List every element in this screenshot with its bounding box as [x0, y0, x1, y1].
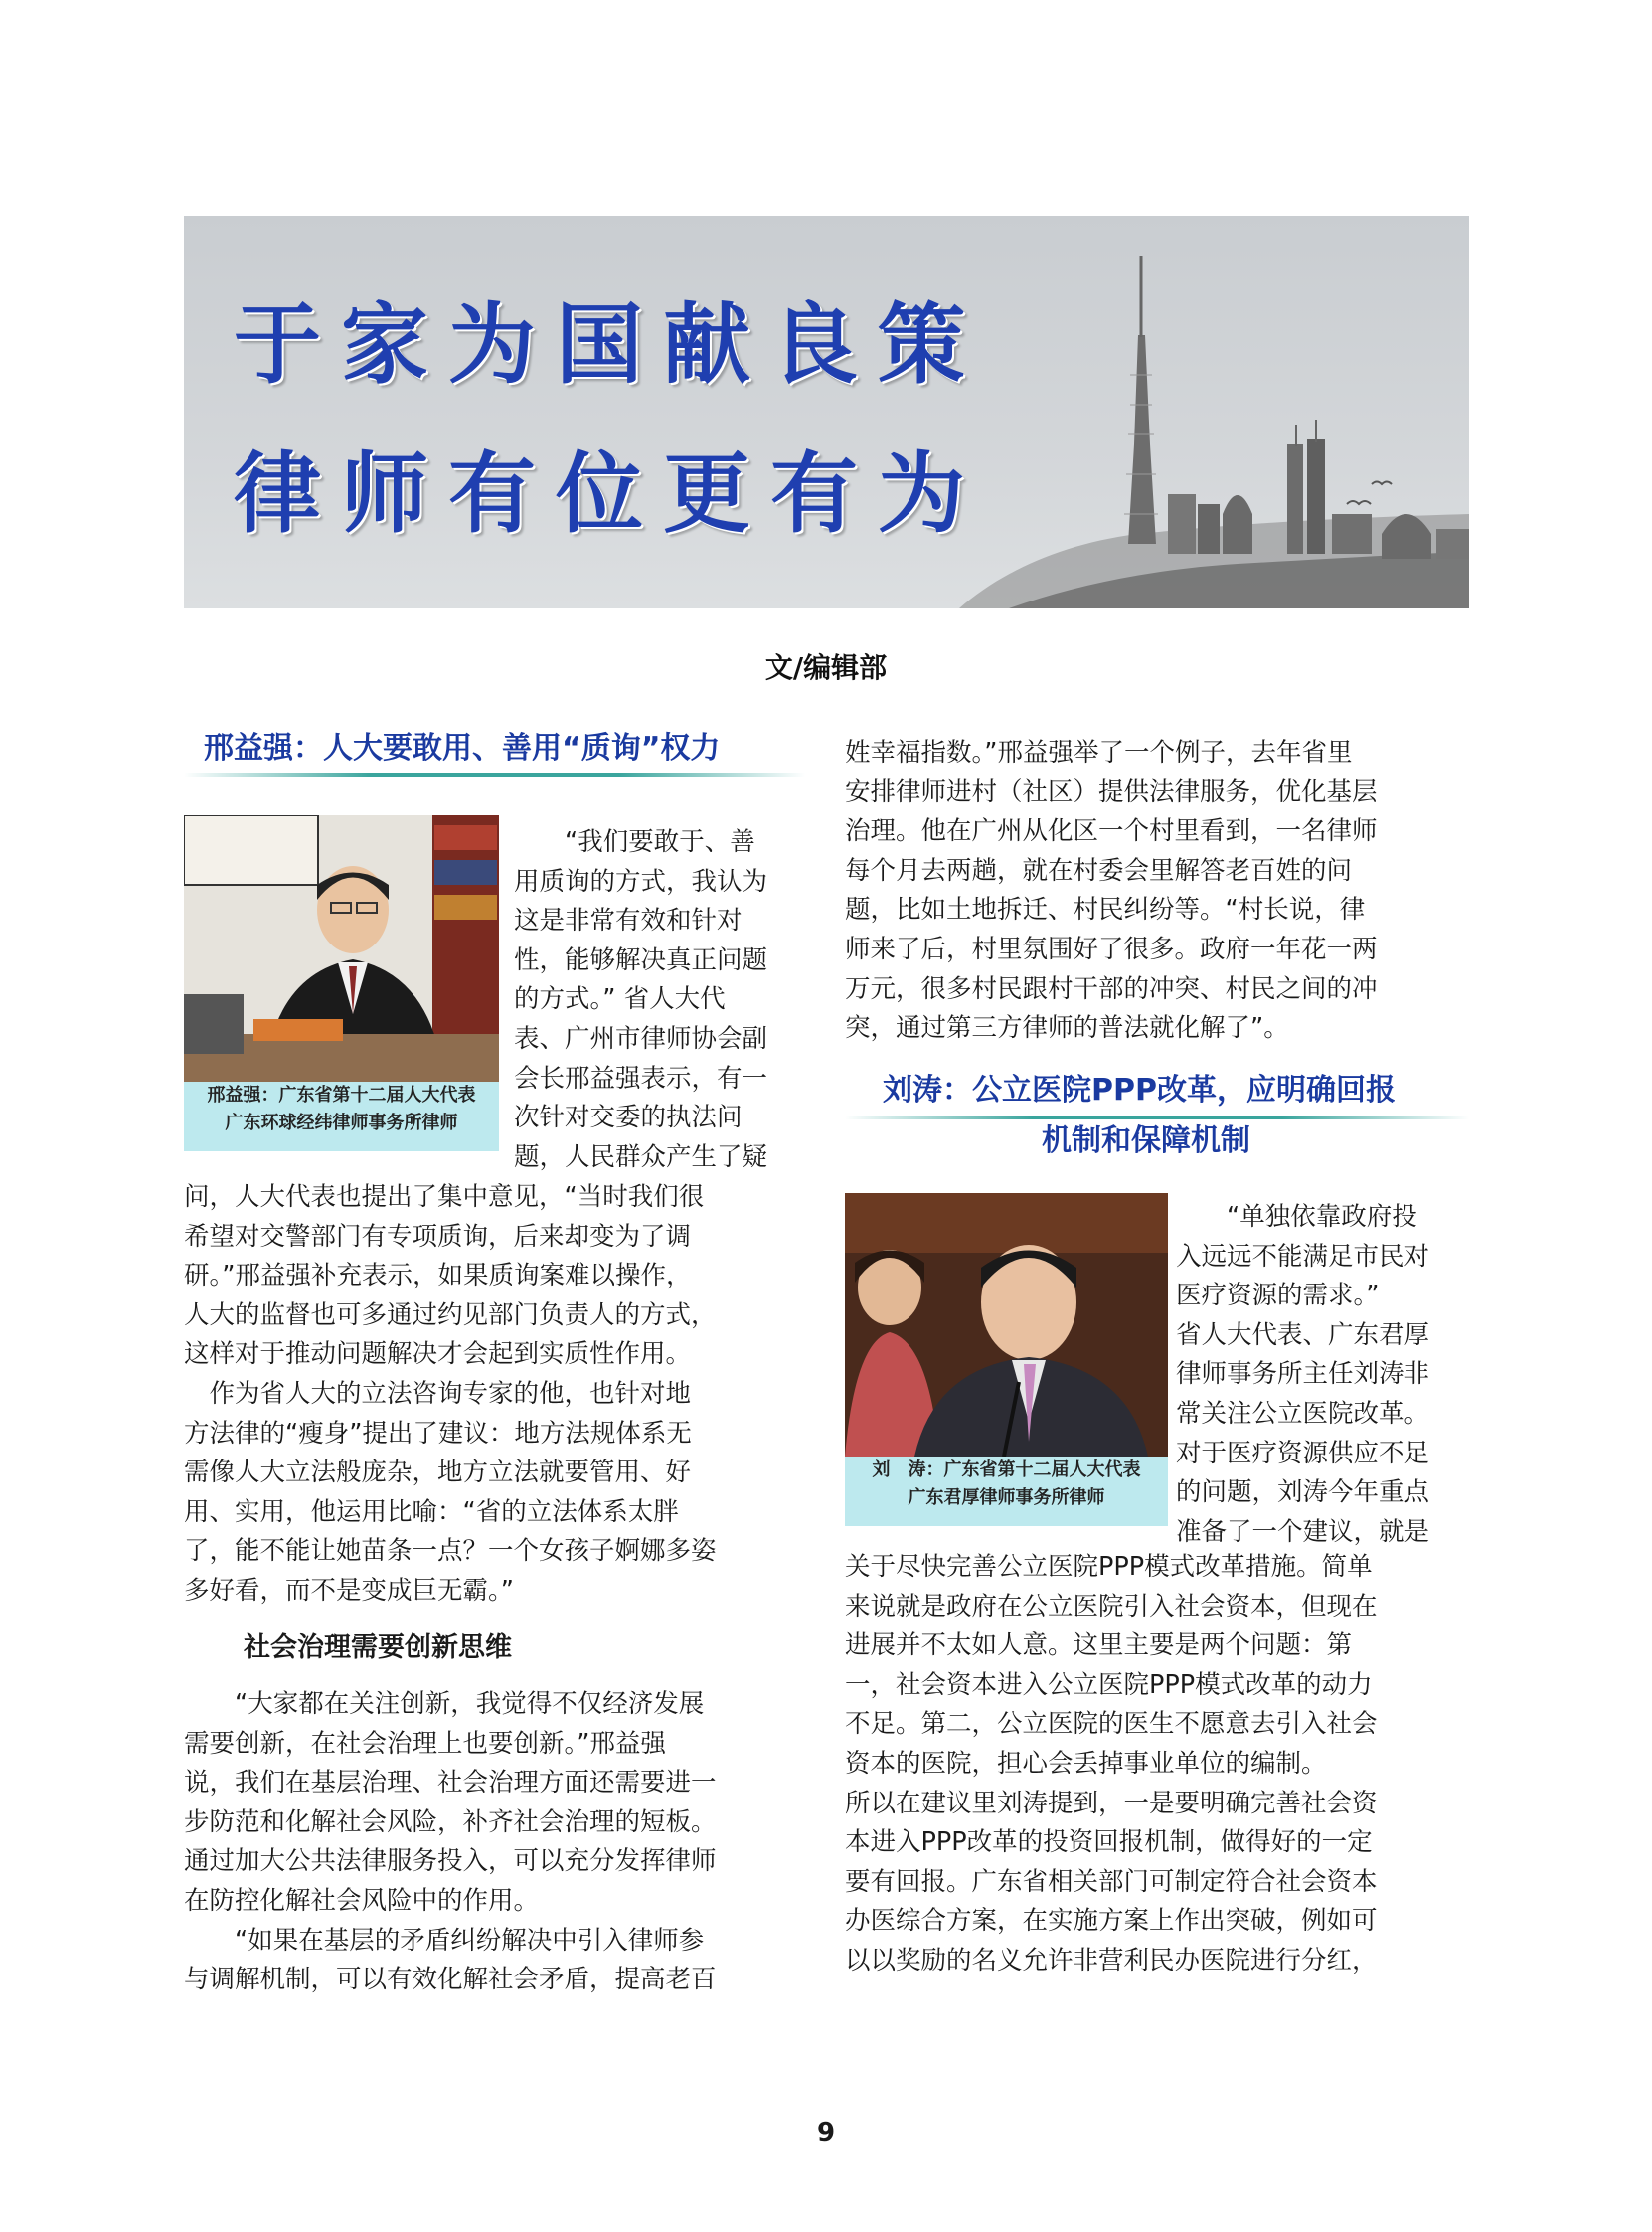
text-line: 多好看，而不是变成巨无霸。”: [184, 1575, 514, 1606]
text-line: 办医综合方案，在实施方案上作出突破，例如可: [845, 1906, 1378, 1937]
text-line: 每个月去两趟，就在村委会里解答老百姓的问: [845, 855, 1353, 886]
text-line: 性，能够解决真正问题: [514, 944, 768, 975]
text-line: “大家都在关注创新，我觉得不仅经济发展: [235, 1689, 705, 1719]
text-line: 的问题，刘涛今年重点: [1176, 1477, 1430, 1508]
text-line: 用、实用，他运用比喻：“省的立法体系太胖: [184, 1496, 679, 1527]
text-line: 对于医疗资源供应不足: [1176, 1438, 1430, 1468]
text-line: 姓幸福指数。”邢益强举了一个例子，去年省里: [845, 738, 1353, 768]
caption-line: 邢益强：广东省第十二届人大代表: [207, 1085, 476, 1106]
photo-caption-xing: [184, 1082, 499, 1151]
text-line: 表、广州市律师协会副: [514, 1023, 768, 1054]
photo-liu-tao: [845, 1193, 1168, 1457]
text-line: 说，我们在基层治理、社会治理方面还需要进一: [184, 1768, 717, 1799]
text-line: 安排律师进村（社区）提供法律服务，优化基层: [845, 776, 1378, 807]
text-line: 入远远不能满足市民对: [1176, 1241, 1430, 1272]
photo-xing-yiqiang: [184, 815, 499, 1082]
portrait-illustration: [184, 815, 499, 1082]
caption-line: 广东君厚律师事务所律师: [908, 1487, 1105, 1508]
text-line: 步防范和化解社会风险，补齐社会治理的短板。: [184, 1806, 717, 1837]
caption-line: 广东环球经纬律师事务所律师: [225, 1113, 458, 1133]
text-line: 研。”邢益强补充表示，如果质询案难以操作，: [184, 1261, 692, 1291]
text-line: 题，人民群众产生了疑: [514, 1141, 768, 1172]
portrait-illustration: [845, 1193, 1168, 1457]
body-text-xing: [184, 1178, 807, 1612]
text-line: 律师事务所主任刘涛非: [1176, 1359, 1430, 1390]
text-line: 资本的医院，担心会丢掉事业单位的编制。: [845, 1748, 1327, 1779]
text-line: 不足。第二，公立医院的医生不愿意去引入社会: [845, 1709, 1378, 1740]
text-line: 省人大代表、广东君厚: [1176, 1319, 1430, 1350]
text-line: 题，比如土地拆迁、村民纠纷等。“村长说，律: [845, 895, 1366, 926]
text-line: 在防控化解社会风险中的作用。: [184, 1885, 540, 1916]
body-text-liu: [845, 1548, 1469, 1981]
text-line: 需要创新，在社会治理上也要创新。”邢益强: [184, 1728, 666, 1759]
text-line: “如果在基层的矛盾纠纷解决中引入律师参: [235, 1925, 705, 1956]
page-number: 9: [816, 2118, 836, 2147]
text-line: 希望对交警部门有专项质询，后来却变为了调: [184, 1221, 692, 1252]
text-line: 突，通过第三方律师的普法就化解了”。: [845, 1013, 1289, 1044]
text-line: 要有回报。广东省相关部门可制定符合社会资本: [845, 1866, 1378, 1897]
text-line: 一，社会资本进入公立医院PPP模式改革的动力: [845, 1669, 1373, 1700]
text-line: 问，人大代表也提出了集中意见，“当时我们很: [184, 1182, 705, 1212]
section-heading-liu-line2: 机制和保障机制: [1042, 1123, 1250, 1158]
text-line: 治理。他在广州从化区一个村里看到，一名律师: [845, 816, 1378, 847]
text-line: 准备了一个建议，就是: [1176, 1516, 1430, 1547]
text-line: 关于尽快完善公立医院PPP模式改革措施。简单: [845, 1552, 1373, 1582]
text-line: 通过加大公共法律服务投入，可以充分发挥律师: [184, 1846, 717, 1877]
text-line: 以以奖励的名义允许非营利民办医院进行分红，: [845, 1945, 1378, 1975]
caption-line: 刘 涛：广东省第十二届人大代表: [872, 1459, 1141, 1480]
text-line: 作为省人大的立法咨询专家的他，也针对地: [184, 1378, 692, 1409]
body-text-xing-2: [184, 1685, 807, 2000]
text-line: 这是非常有效和针对: [514, 906, 743, 937]
heading-underline: [184, 773, 805, 777]
title-line-2: 律师有位更有为: [234, 442, 986, 545]
photo-caption-liu: [845, 1457, 1168, 1526]
section-heading-liu: 刘涛：公立医院PPP改革，应明确回报: [883, 1073, 1396, 1108]
text-line: 的方式。” 省人大代: [514, 984, 726, 1015]
text-line: 本进入PPP改革的投资回报机制，做得好的一定: [845, 1827, 1373, 1858]
text-line: “我们要敢于、善: [565, 827, 755, 857]
wrap-text-liu: [1176, 1198, 1469, 1552]
text-line: 这样对于推动问题解决才会起到实质性作用。: [184, 1339, 692, 1370]
text-line: 师来了后，村里氛围好了很多。政府一年花一两: [845, 934, 1378, 964]
text-line: 了，能不能让她苗条一点？一个女孩子婀娜多姿: [184, 1536, 717, 1567]
text-line: 方法律的“瘦身”提出了建议：地方法规体系无: [184, 1418, 692, 1449]
text-line: 用质询的方式，我认为: [514, 866, 768, 897]
text-line: 医疗资源的需求。”: [1176, 1281, 1380, 1311]
body-text-column2-top: [845, 734, 1469, 1049]
text-line: 需像人大立法般庞杂，地方立法就要管用、好: [184, 1458, 692, 1488]
section-heading-xing: 邢益强：人大要敢用、善用“质询”权力: [204, 731, 721, 766]
text-line: 来说就是政府在公立医院引入社会资本，但现在: [845, 1591, 1378, 1622]
subheading-social-governance: 社会治理需要创新思维: [244, 1632, 512, 1663]
title-line-1: 于家为国献良策: [234, 293, 986, 396]
text-line: 万元，很多村民跟村干部的冲突、村民之间的冲: [845, 973, 1378, 1004]
text-line: “单独依靠政府投: [1227, 1202, 1417, 1232]
byline: 文/编辑部: [764, 651, 888, 684]
text-line: 进展并不太如人意。这里主要是两个问题：第: [845, 1631, 1353, 1661]
text-line: 常关注公立医院改革。: [1176, 1398, 1430, 1429]
wrap-text-xing: [514, 823, 807, 1177]
text-line: 所以在建议里刘涛提到，一是要明确完善社会资: [845, 1788, 1378, 1818]
heading-underline: [845, 1116, 1469, 1119]
title-banner: [184, 216, 1469, 608]
text-line: 次针对交委的执法问: [514, 1103, 743, 1133]
text-line: 与调解机制，可以有效化解社会矛盾，提高老百: [184, 1965, 717, 1995]
text-line: 人大的监督也可多通过约见部门负责人的方式，: [184, 1299, 717, 1330]
text-line: 会长邢益强表示，有一: [514, 1063, 768, 1094]
